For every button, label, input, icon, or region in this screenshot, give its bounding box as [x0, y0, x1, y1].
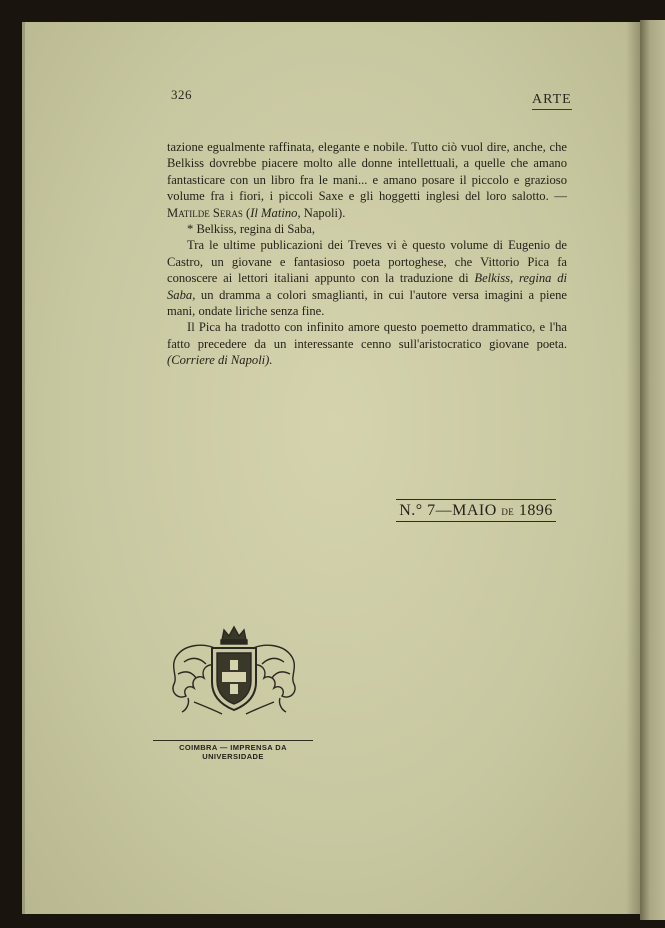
paragraph-3: [167, 237, 567, 319]
paragraph-3-text-b: un dramma a colori smaglianti, in cui l'autore versa imagini a piene mani, ondate liriche senza fine.: [167, 287, 567, 319]
issue-month: MAIO: [452, 502, 497, 519]
page-number: 326: [171, 87, 192, 102]
book-title: Belkiss, regina di Saba,: [167, 271, 567, 302]
issue-dash: —: [435, 502, 453, 519]
paragraph-4: [167, 319, 567, 368]
source-close: Napoli).: [303, 205, 346, 220]
issue-date-line: [396, 499, 556, 522]
university-coat-of-arms-icon: [164, 622, 304, 722]
issue-de: de: [501, 503, 515, 518]
paragraph-1: [167, 139, 567, 221]
source-open: (: [246, 205, 251, 220]
paragraph-2: * Belkiss, regina di Saba,: [187, 222, 316, 237]
article-body: [167, 139, 567, 369]
issue-year: 1896: [518, 502, 553, 519]
facing-page-edge: [640, 20, 665, 920]
paragraph-1-text: tazione egualmente raffinata, elegante e nobile. Tutto ciò vuol dire, anche, che Belkiss dovrebbe piacere molto alle donne intellettuali, a quelle che amano fantasticare con un libro fra le mani... e amano posare il piccolo e grazioso volume fra i fiori, i piccoli Saxe e gli hoggetti inglesi del loro salotto. —: [167, 140, 567, 204]
paragraph-3-text-a: Tra le ultime publicazioni dei Treves vi è questo volume di Eugenio de Castro, un giovane e fantasioso poeta portoghese, che Vittorio Pica fa conoscere ai lettori italiani appunto con la traduzione di: [167, 238, 567, 286]
issue-number: N.° 7: [399, 502, 436, 519]
printer-imprint: COIMBRA — IMPRENSA DA UNIVERSIDADE: [153, 740, 313, 761]
running-head: ARTE: [532, 92, 572, 110]
paragraph-4-text: Il Pica ha tradotto con infinito amore questo poemetto drammatico, e l'ha fatto precedere da un interessante cenno sull'aristocratico giovane poeta.: [167, 320, 567, 351]
paragraph-4-source: (Corriere di Napoli).: [167, 353, 273, 368]
review-author: Matilde Seras: [167, 205, 243, 220]
review-source: Il Matino,: [250, 205, 301, 220]
